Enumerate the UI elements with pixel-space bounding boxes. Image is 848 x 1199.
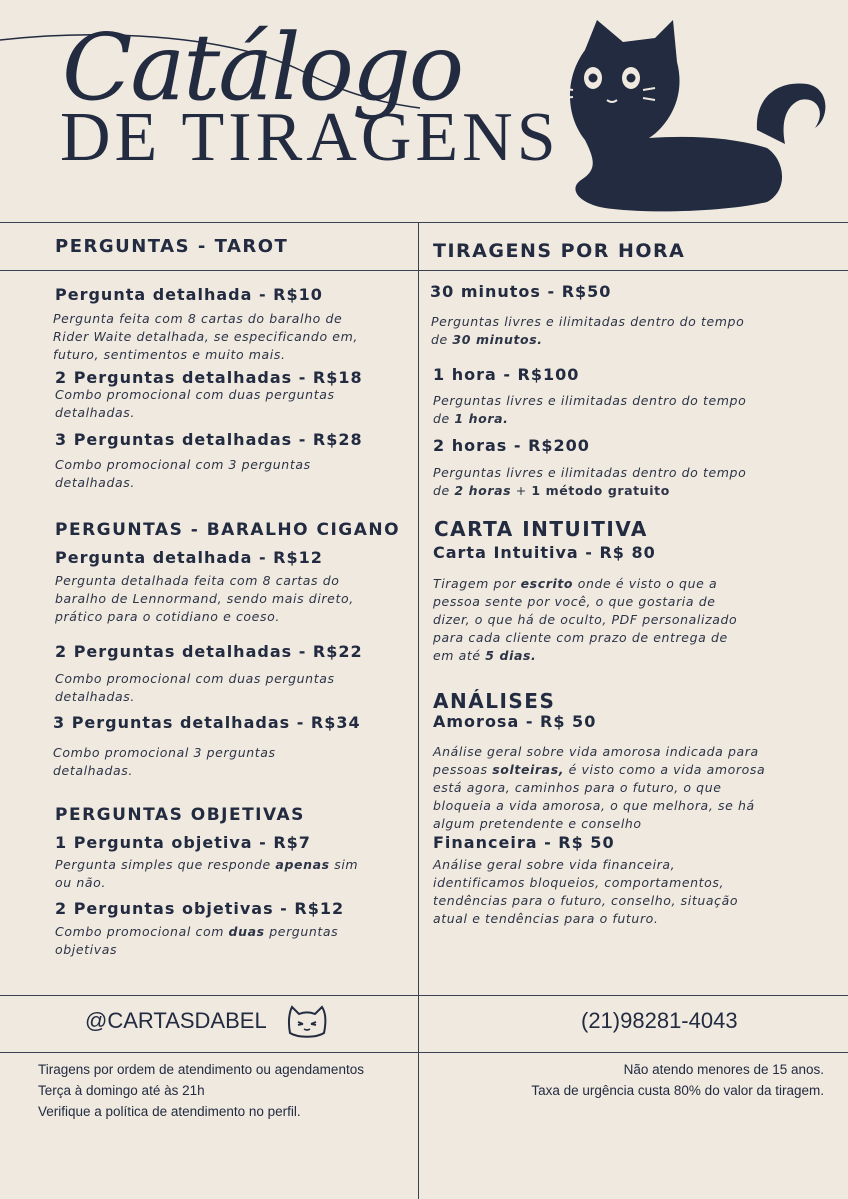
cat-left-eye <box>584 67 602 89</box>
footer-left-notes: Tiragens por ordem de atendimento ou agendamentos Terça à domingo até às 21h Verifique a política de atendimento no perfil. <box>38 1062 364 1119</box>
intuitiva-desc: Tiragem por escrito onde é visto o que a pessoa sente por você, o que gostaria de dizer, o que há de oculto, PDF personalizado para cada cliente com prazo de entrega de em até 5 dias. <box>433 576 738 663</box>
footer-right-notes: Não atendo menores de 15 anos. Taxa de urgência custa 80% do valor da tiragem. <box>531 1062 824 1098</box>
divider-contact <box>0 995 848 996</box>
instagram-handle[interactable]: @CARTASDABEL <box>85 1008 267 1033</box>
section-hora-heading: TIRAGENS POR HORA <box>433 240 686 262</box>
tarot-item-2-desc: Combo promocional com duas perguntas detalhadas. <box>55 387 335 420</box>
intuitiva-title: Carta Intuitiva - R$ 80 <box>433 543 656 562</box>
divider-top <box>0 222 848 223</box>
divider-footer <box>0 1052 848 1053</box>
title-de-tiragens: DE TIRAGENS <box>60 99 560 176</box>
tarot-item-2-title: 2 Perguntas detalhadas - R$18 <box>55 368 363 387</box>
hora-item-2-title: 1 hora - R$100 <box>433 365 580 384</box>
phone-number[interactable]: (21)98281-4043 <box>581 1008 738 1033</box>
divider-headings <box>0 270 848 271</box>
objetivas-item-2-desc: Combo promocional com duas perguntas objetivas <box>55 924 339 957</box>
title-catalogo: Catálogo <box>62 14 463 121</box>
cigano-item-2-desc: Combo promocional com duas perguntas detalhadas. <box>55 671 335 704</box>
cigano-item-1-title: Pergunta detalhada - R$12 <box>55 548 323 567</box>
hora-item-3-title: 2 horas - R$200 <box>433 436 590 455</box>
section-objetivas-heading: PERGUNTAS OBJETIVAS <box>55 805 305 825</box>
objetivas-item-1-desc: Pergunta simples que responde apenas sim ou não. <box>55 857 359 890</box>
amorosa-title: Amorosa - R$ 50 <box>433 712 597 731</box>
cigano-item-3-title: 3 Perguntas detalhadas - R$34 <box>53 713 361 732</box>
cat-illustration <box>545 20 835 215</box>
tarot-item-1-title: Pergunta detalhada - R$10 <box>55 285 323 304</box>
hora-item-1-desc: Perguntas livres e ilimitadas dentro do tempo de 30 minutos. <box>431 314 745 347</box>
section-tarot-heading: PERGUNTAS - TAROT <box>55 236 289 257</box>
title-flourish <box>0 30 470 110</box>
amorosa-desc: Análise geral sobre vida amorosa indicada para pessoas solteiras, é visto como a vida amorosa está agora, caminhos para o futuro, o que bloqueia a vida amorosa, o que melhora, se há algum pretendente e conselho <box>433 744 766 831</box>
section-cigano-heading: PERGUNTAS - BARALHO CIGANO <box>55 520 401 540</box>
cat-right-eye <box>622 67 640 89</box>
tarot-item-3-desc: Combo promocional com 3 perguntas detalhadas. <box>55 457 311 490</box>
hora-item-2-desc: Perguntas livres e ilimitadas dentro do tempo de 1 hora. <box>433 393 747 426</box>
section-analises-heading: ANÁLISES <box>433 689 556 713</box>
cigano-item-2-title: 2 Perguntas detalhadas - R$22 <box>55 642 363 661</box>
hora-item-1-title: 30 minutos - R$50 <box>430 282 612 301</box>
tarot-item-1-desc: Pergunta feita com 8 cartas do baralho de Rider Waite detalhada, se especificando em, futuro, sentimentos e muito mais. <box>53 311 358 362</box>
objetivas-item-2-title: 2 Perguntas objetivas - R$12 <box>55 899 345 918</box>
tarot-item-3-title: 3 Perguntas detalhadas - R$28 <box>55 430 363 449</box>
cigano-item-1-desc: Pergunta detalhada feita com 8 cartas do baralho de Lennormand, sendo mais direto, prático para o cotidiano e coeso. <box>55 573 354 624</box>
objetivas-item-1-title: 1 Pergunta objetiva - R$7 <box>55 833 311 852</box>
cat-face-icon <box>286 1003 328 1039</box>
divider-vertical <box>418 222 419 1199</box>
cigano-item-3-desc: Combo promocional 3 perguntas detalhadas. <box>53 745 276 778</box>
financeira-desc: Análise geral sobre vida financeira, identificamos bloqueios, comportamentos, tendências para o futuro, conselho, situação atual e tendências para o futuro. <box>433 857 739 926</box>
hora-item-3-desc: Perguntas livres e ilimitadas dentro do tempo de 2 horas + 1 método gratuito <box>433 465 747 498</box>
section-intuitiva-heading: CARTA INTUITIVA <box>434 517 648 541</box>
financeira-title: Financeira - R$ 50 <box>433 833 615 852</box>
